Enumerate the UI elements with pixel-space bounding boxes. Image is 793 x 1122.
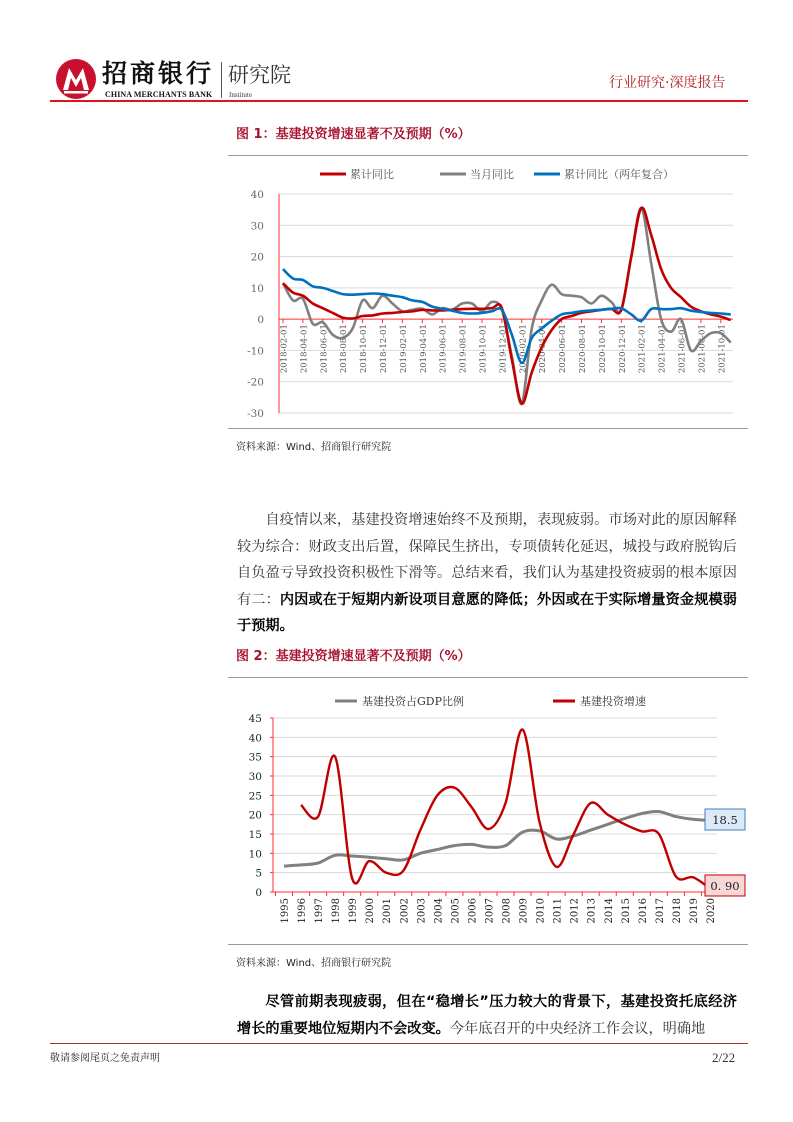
figure1-svg <box>228 156 748 428</box>
legend-label: 基建投资占GDP比例 <box>362 695 465 708</box>
x-tick-label: 2019-10-01 <box>478 324 489 374</box>
x-tick-label: 2019-12-01 <box>498 324 509 374</box>
x-tick-label: 2002 <box>399 898 411 924</box>
figure1-source: 资料来源：Wind、招商银行研究院 <box>236 442 392 453</box>
y-tick-label: 0 <box>257 314 264 327</box>
x-tick-label: 2015 <box>620 898 632 924</box>
institute-chinese: 研究院 <box>228 63 291 87</box>
body-paragraph-1 <box>237 507 737 640</box>
y-tick-label: 5 <box>255 867 262 880</box>
y-tick-label: 10 <box>250 282 264 295</box>
x-tick-label: 2004 <box>433 898 445 924</box>
x-tick-label: 2003 <box>416 898 428 924</box>
x-tick-label: 2018 <box>671 898 683 924</box>
y-tick-label: 30 <box>248 771 262 783</box>
y-tick-label: 15 <box>248 829 262 841</box>
y-tick-label: -20 <box>247 376 264 389</box>
x-tick-label: 1999 <box>348 898 360 924</box>
logo-divider <box>221 62 222 98</box>
y-tick-label: 45 <box>248 713 262 725</box>
legend-label: 当月同比 <box>470 168 514 181</box>
legend-label: 累计同比（两年复合） <box>564 168 674 181</box>
x-tick-label: 2020-10-01 <box>597 324 608 374</box>
x-tick-label: 2019 <box>688 898 700 924</box>
paragraph2-text: 今年底召开的中央经济工作会议，明确地 <box>449 1020 706 1037</box>
x-tick-label: 2007 <box>484 898 496 924</box>
y-tick-label: 0 <box>255 887 262 899</box>
x-tick-label: 2016 <box>637 898 649 924</box>
x-tick-label: 2018-02-01 <box>279 324 290 374</box>
x-tick-label: 2018-04-01 <box>299 324 310 374</box>
y-tick-label: 30 <box>250 220 264 233</box>
y-tick-label: 35 <box>248 751 262 764</box>
x-tick-label: 1996 <box>297 898 309 924</box>
y-tick-label: 10 <box>248 848 262 861</box>
x-tick-label: 2021-02-01 <box>637 324 648 374</box>
y-tick-label: -30 <box>247 408 264 420</box>
figure2-svg <box>228 678 748 944</box>
x-tick-label: 2001 <box>382 898 394 924</box>
x-tick-label: 2020 <box>706 898 717 924</box>
x-tick-label: 2012 <box>569 898 581 924</box>
header-rule <box>50 100 748 102</box>
x-tick-label: 2019-04-01 <box>418 324 429 374</box>
x-tick-label: 2008 <box>501 898 513 924</box>
x-tick-label: 2011 <box>552 898 564 924</box>
x-tick-label: 2010 <box>535 898 547 924</box>
figure1-title: 图 1：基建投资增速显著不及预期（%） <box>236 127 471 142</box>
figure2-source: 资料来源：Wind、招商银行研究院 <box>236 958 392 969</box>
x-tick-label: 2021-10-01 <box>717 324 728 374</box>
body-paragraph-2 <box>237 989 737 1042</box>
series-line-1 <box>283 208 731 404</box>
x-tick-label: 2014 <box>603 898 615 924</box>
x-tick-label: 2020-08-01 <box>578 324 588 374</box>
cmb-logo-icon <box>55 58 97 100</box>
x-tick-label: 2020-04-01 <box>538 324 549 374</box>
paragraph1-text: 自疫情以来，基建投资增速始终不及预期，表现疲弱。市场对此的原因解释较为综合：财政支出后置，保障民生挤出，专项债转化延迟，城投与政府脱钩后自负盈亏导致投资积极性下滑等。总结来看，我们认为基建投资疲弱的根本原因有二： <box>237 512 737 608</box>
legend-label: 累计同比 <box>350 168 394 181</box>
x-tick-label: 1998 <box>331 898 343 924</box>
logo-chinese: 招商银行 <box>102 59 215 88</box>
figure2-title: 图 2：基建投资增速显著不及预期（%） <box>236 649 471 664</box>
paragraph2-bold: 尽管前期表现疲弱，但在“稳增长”压力较大的背景下，基建投资托底经济增长的重要地位短期内不会改变。 <box>237 994 737 1037</box>
x-tick-label: 2021-04-01 <box>657 324 668 374</box>
x-tick-label: 2021-06-01 <box>677 324 688 374</box>
y-tick-label: 40 <box>250 189 264 201</box>
y-tick-label: 20 <box>248 809 262 822</box>
y-tick-label: -10 <box>247 345 264 358</box>
x-tick-label: 2013 <box>586 898 598 924</box>
report-type: 行业研究·深度报告 <box>609 75 726 91</box>
x-tick-label: 2020-06-01 <box>558 324 569 374</box>
header <box>0 0 793 105</box>
x-tick-label: 2017 <box>654 898 666 924</box>
x-tick-label: 2018-08-01 <box>339 324 350 374</box>
x-tick-label: 2018-10-01 <box>359 324 370 374</box>
x-tick-label: 2021-08-01 <box>697 324 708 374</box>
series-line-0 <box>283 208 731 404</box>
footer-rule <box>50 1043 748 1044</box>
figure2-chart <box>228 677 748 945</box>
institute-english: Institute <box>229 91 252 99</box>
x-tick-label: 2020-12-01 <box>617 324 628 374</box>
x-tick-label: 2019-02-01 <box>398 324 409 374</box>
legend-label: 基建投资增速 <box>580 695 646 708</box>
x-tick-label: 2018-06-01 <box>319 324 330 374</box>
footer-disclaimer: 敬请参阅尾页之免责声明 <box>50 1053 160 1064</box>
x-tick-label: 1995 <box>280 898 291 924</box>
page-number: 2/22 <box>712 1050 736 1065</box>
paragraph1-bold: 内因或在于短期内新设项目意愿的降低；外因或在于实际增量资金规模弱于预期。 <box>237 591 737 634</box>
y-tick-label: 25 <box>248 790 262 803</box>
x-tick-label: 2005 <box>450 898 462 924</box>
y-tick-label: 40 <box>248 732 262 745</box>
x-tick-label: 2019-06-01 <box>438 324 449 374</box>
x-tick-label: 2018-12-01 <box>379 324 389 374</box>
x-tick-label: 1997 <box>314 898 326 924</box>
end-value-label: 18.5 <box>712 813 738 827</box>
logo-english: CHINA MERCHANTS BANK <box>105 90 213 99</box>
figure1-chart <box>228 155 748 429</box>
end-value-label: 0. 90 <box>710 879 740 893</box>
x-tick-label: 2006 <box>467 898 479 924</box>
series-line-1 <box>301 729 710 888</box>
x-tick-label: 2019-08-01 <box>458 324 469 374</box>
x-tick-label: 2020-02-01 <box>518 324 529 374</box>
y-tick-label: 20 <box>250 251 264 264</box>
x-tick-label: 2000 <box>365 898 377 924</box>
x-tick-label: 2009 <box>518 898 530 924</box>
